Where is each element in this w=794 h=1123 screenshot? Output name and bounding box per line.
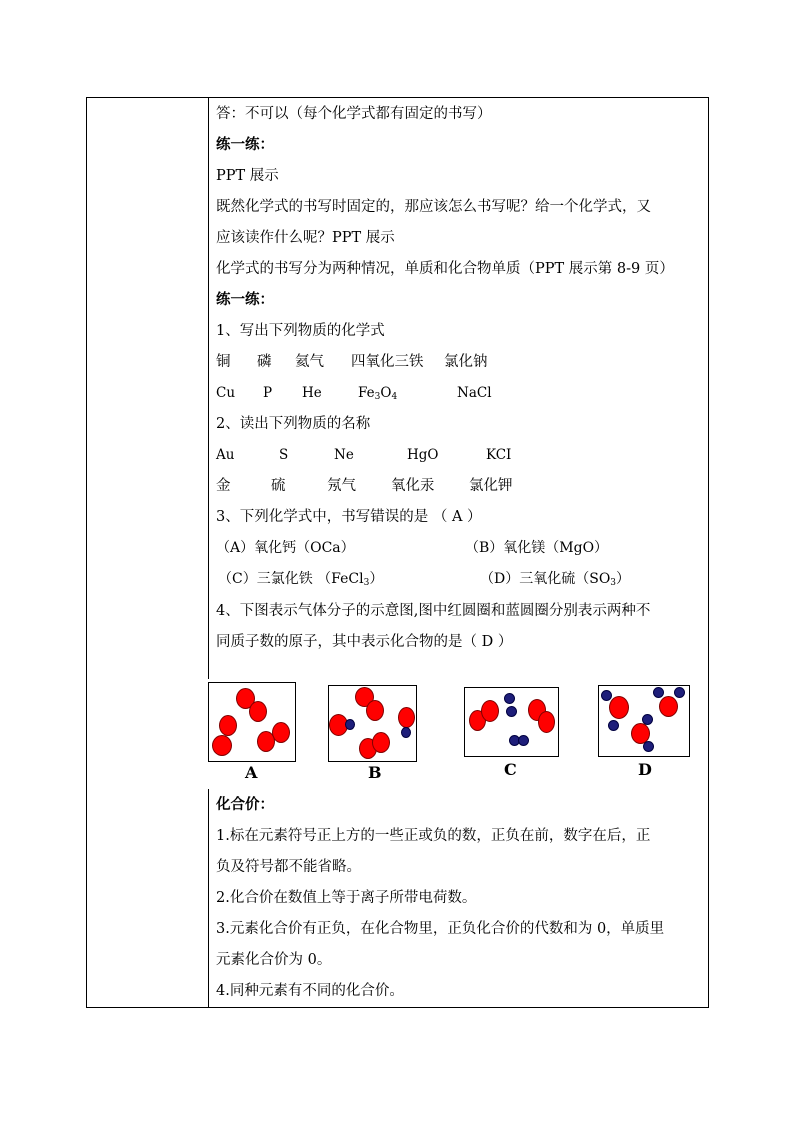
q3-option-a: （A）氧化钙（OCa）	[216, 540, 355, 556]
question-3: 3、下列化学式中，书写错误的是 （ A ）	[216, 509, 482, 525]
q1-name: 铜	[216, 354, 231, 370]
q2-name: 氯化钾	[469, 478, 513, 494]
red-atom	[398, 707, 415, 728]
q2-formula: S	[279, 447, 289, 463]
q1-formula: P	[263, 385, 273, 401]
red-atom	[481, 700, 499, 722]
valence-item-2: 2.化合价在数值上等于离子所带电荷数。	[216, 890, 477, 906]
lesson-table	[86, 97, 709, 1008]
q1-name: 四氧化三铁	[351, 354, 424, 370]
paragraph-line: 应该读作什么呢？PPT 展示	[216, 230, 395, 246]
diagram-c	[464, 687, 559, 757]
question-4: 同质子数的原子，其中表示化合物的是（ D ）	[216, 634, 513, 650]
red-atom	[257, 731, 275, 752]
q2-formula: Au	[216, 447, 235, 463]
q2-name: 硫	[271, 478, 286, 494]
red-atom	[372, 732, 390, 753]
q2-name: 氧化汞	[391, 478, 435, 494]
paragraph-line: 化学式的书写分为两种情况，单质和化合物单质（PPT 展示第 8-9 页）	[216, 261, 674, 277]
q2-formula: HgO	[407, 447, 439, 463]
blue-atom	[401, 727, 411, 738]
red-atom	[609, 696, 629, 719]
q3-options-row	[216, 569, 706, 589]
paragraph-line: 既然化学式的书写时固定的，那应该怎么书写呢？给一个化学式，又	[216, 199, 651, 215]
q3-options-row	[216, 538, 706, 558]
question-2: 2、读出下列物质的名称	[216, 416, 371, 432]
column-divider	[208, 789, 209, 1007]
red-atom	[659, 696, 678, 717]
q1-formula: He	[302, 385, 322, 401]
practice-heading: 练一练：	[216, 136, 274, 153]
valence-item-4: 4.同种元素有不同的化合价。	[216, 983, 404, 999]
q1-names-row	[216, 352, 706, 372]
q2-name: 金	[216, 478, 231, 494]
diagram-d	[598, 685, 690, 757]
q1-name: 氯化钠	[444, 354, 488, 370]
diagram-label-b: B	[368, 763, 382, 782]
q1-name: 磷	[257, 354, 272, 370]
q3-option-b: （B）氧化镁（MgO）	[465, 540, 609, 556]
q1-formulas-row	[216, 383, 706, 403]
q2-names-row	[216, 476, 706, 496]
q3-option-d: （D）三氧化硫$(SO_3)$	[480, 571, 631, 588]
question-1: 1、写出下列物质的化学式	[216, 323, 385, 339]
q2-formula: Ne	[334, 447, 354, 463]
valence-heading: 化合价：	[216, 796, 274, 813]
blue-atom	[643, 741, 654, 752]
q1-formula-fe3o4: $Fe_3O_4$	[358, 385, 398, 402]
q3-option-c: （C）三氯化铁 （FeCl$_3$）	[218, 571, 384, 588]
diagram-label-d: D	[638, 760, 652, 779]
blue-atom	[345, 719, 355, 730]
red-atom	[538, 711, 555, 733]
question-4: 4、下图表示气体分子的示意图,图中红圆圈和蓝圆圈分别表示两种不	[216, 603, 651, 619]
valence-item-3: 3.元素化合价有正负，在化合物里，正负化合价的代数和为 0，单质里	[216, 921, 665, 937]
q1-formula: NaCl	[457, 385, 492, 401]
red-atom	[249, 701, 267, 722]
blue-atom	[504, 693, 515, 704]
blue-atom	[506, 706, 517, 717]
diagram-b	[328, 685, 417, 762]
blue-atom	[674, 687, 685, 698]
valence-item-1: 1.标在元素符号正上方的一些正或负的数，正负在前，数字在后，正	[216, 828, 651, 844]
q2-formula: KCI	[486, 447, 512, 463]
valence-item-3-cont: 元素化合价为 0。	[216, 952, 332, 968]
q1-name: 氦气	[295, 354, 324, 370]
diagram-a	[208, 682, 296, 762]
red-atom	[212, 735, 232, 756]
q1-formula: Cu	[216, 385, 236, 401]
red-atom	[366, 700, 384, 721]
red-atom	[219, 715, 237, 736]
blue-atom	[518, 735, 529, 746]
diagram-label-c: C	[504, 760, 517, 779]
blue-atom	[653, 687, 664, 698]
answer-line: 答：不可以（每个化学式都有固定的书写）	[216, 106, 492, 122]
valence-item-1-cont: 负及符号都不能省略。	[216, 859, 361, 875]
ppt-line: PPT 展示	[216, 168, 279, 184]
diagram-label-a: A	[245, 763, 258, 782]
practice-heading: 练一练：	[216, 291, 274, 308]
column-divider	[208, 98, 209, 679]
blue-atom	[608, 720, 619, 731]
q2-name: 氖气	[327, 478, 356, 494]
q2-formulas-row	[216, 445, 706, 465]
